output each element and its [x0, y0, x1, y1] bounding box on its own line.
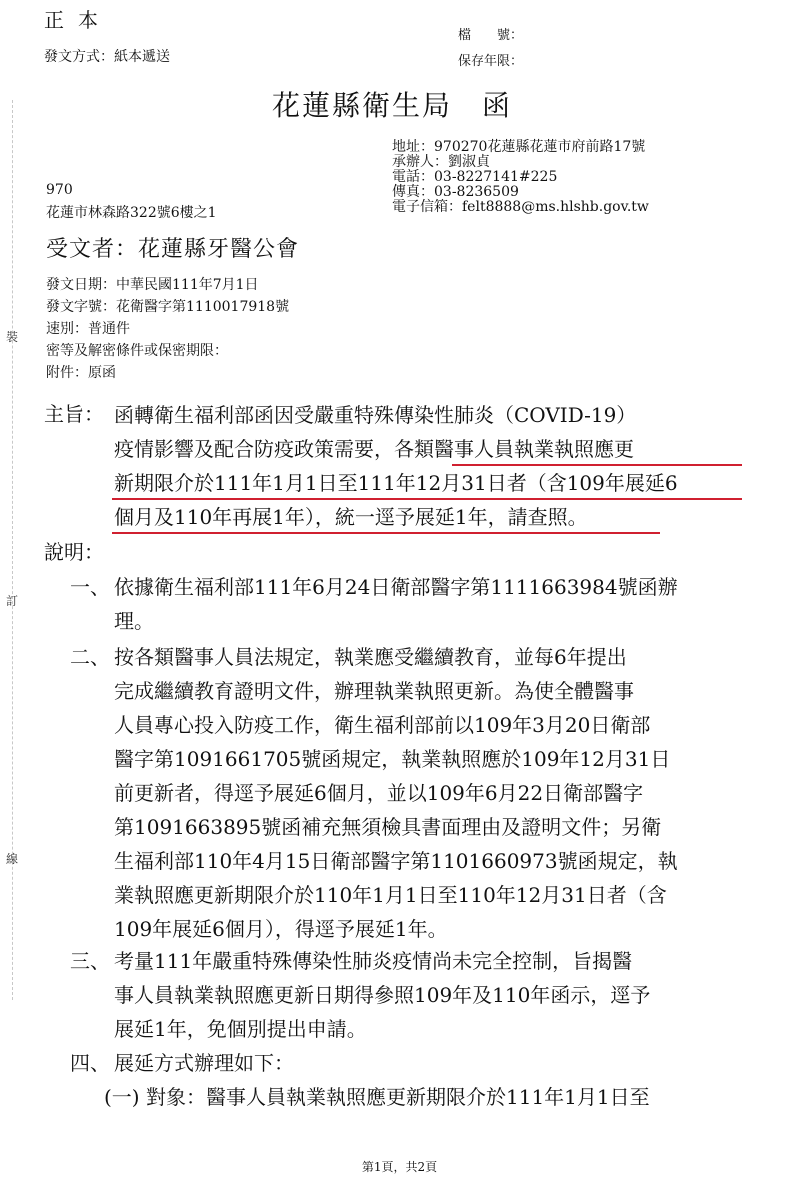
sender-address: 地址：970270花蓮縣花蓮市府前路17號	[392, 139, 646, 155]
highlight-underline	[112, 532, 660, 534]
document-title: 花蓮縣衛生局 函	[272, 89, 513, 122]
attachment: 附件：原函	[46, 365, 116, 381]
explanation-item-3: 考量111年嚴重特殊傳染性肺炎疫情尚未完全控制，旨揭醫 事人員執業執照應更新日期得參照109年及110年函示，逕予 展延1年，免個別提出申請。	[114, 949, 651, 1041]
sub-item-text: 對象：醫事人員執業執照應更新期限介於111年1月1日至	[146, 1085, 650, 1109]
subject-line: 個月及110年再展1年），統一逕予展延1年，請查照。	[114, 505, 588, 529]
send-method: 發文方式：紙本遞送	[44, 49, 170, 65]
explanation-label: 說明：	[44, 540, 104, 564]
sender-contact-block	[392, 140, 649, 215]
item-number: 四、	[70, 1051, 110, 1075]
subject-line: 新期限介於111年1月1日至111年12月31日者（含109年展延6	[114, 471, 678, 495]
copy-label: 正本	[44, 8, 112, 32]
document-number: 發文字號：花衛醫字第1110017918號	[46, 299, 290, 315]
subject-text	[114, 398, 678, 534]
highlight-underline	[452, 464, 742, 466]
fax-number: 傳真：03-8236509	[392, 184, 519, 200]
phone-number: 電話：03-8227141#225	[392, 169, 558, 185]
subject-label: 主旨：	[44, 402, 104, 426]
recipient: 受文者：花蓮縣牙醫公會	[46, 237, 300, 262]
urgency: 速別：普通件	[46, 321, 130, 337]
highlight-underline	[112, 498, 742, 500]
retention-period-label: 保存年限：	[458, 54, 524, 69]
explanation-item-4: 展延方式辦理如下：	[114, 1051, 294, 1075]
explanation-item-2: 按各類醫事人員法規定，執業應受繼續教育，並每6年提出 完成繼續教育證明文件，辦理執業執照更新。為使全體醫事 人員專心投入防疫工作，衛生福利部前以109年3月20日衛部 醫字第1091661705號函規定，執業執照應於109年12月31日 前更新者，得逕予展延6個月，並以109年6月22日衛部醫字 第1091663895號函補充無須檢具書面理由及證明文件；另衛 生福利部110年4月15日衛部醫字第1101660973號函規定，執 業執照應更新期限介於110年1月1日至110年12月31日者（含 109年展延6個月），得逕予展延1年。	[114, 645, 678, 941]
page-number: 第1頁，共2頁	[361, 1160, 438, 1174]
document-meta	[46, 274, 289, 384]
email-address: 電子信箱：felt8888@ms.hlshb.gov.tw	[392, 199, 649, 215]
confidentiality: 密等及解密條件或保密期限：	[46, 343, 228, 359]
item-number: 一、	[70, 575, 110, 599]
file-number-label: 檔 號：	[458, 28, 524, 43]
recipient-zip: 970	[46, 182, 73, 198]
item-number: 三、	[70, 949, 110, 973]
margin-mark-bind: 裝	[6, 330, 19, 344]
issue-date: 發文日期：中華民國111年7月1日	[46, 277, 259, 293]
margin-mark-line: 線	[6, 852, 19, 866]
case-officer: 承辦人：劉淑貞	[392, 154, 490, 170]
subject-line: 函轉衛生福利部函因受嚴重特殊傳染性肺炎（COVID-19）	[114, 403, 637, 427]
recipient-address: 花蓮市林森路322號6樓之1	[46, 205, 217, 221]
margin-mark-staple: 訂	[6, 594, 19, 608]
explanation-item-1: 依據衛生福利部111年6月24日衛部醫字第1111663984號函辦 理。	[114, 575, 678, 633]
subject-line: 疫情影響及配合防疫政策需要，各類醫事人員執業執照應更	[114, 437, 634, 461]
sub-item-number: (一)	[104, 1085, 140, 1109]
item-number: 二、	[70, 645, 110, 669]
